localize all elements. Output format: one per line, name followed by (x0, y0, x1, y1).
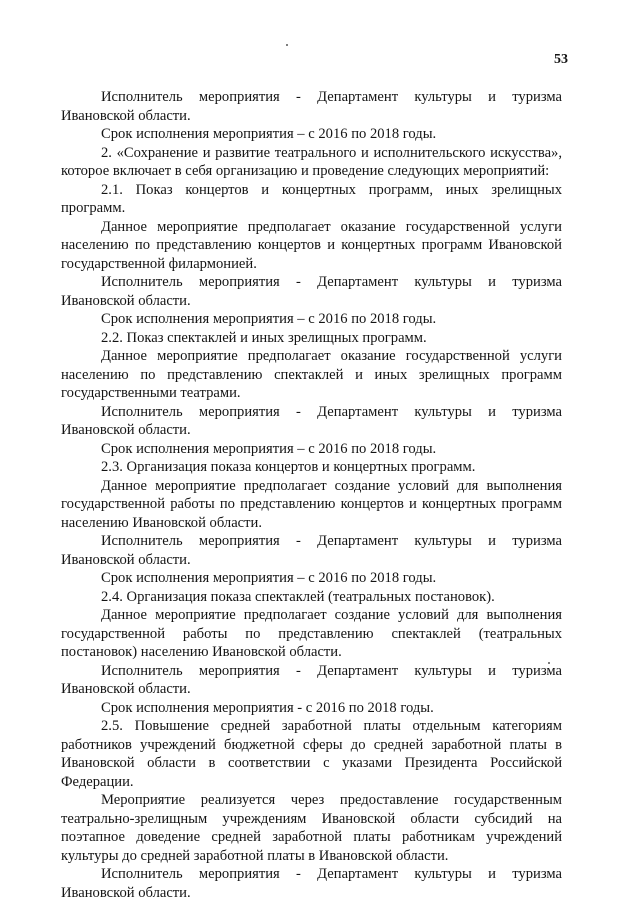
paragraph-executor: Исполнитель мероприятия - Департамент культуры и туризма Ивановской области. (61, 533, 562, 568)
paragraph-executor: Исполнитель мероприятия - Департамент культуры и туризма Ивановской области. (61, 662, 562, 697)
document-body (61, 88, 562, 902)
item-2-4-heading: 2.4. Организация показа спектаклей (театральных постановок). (101, 588, 495, 605)
paragraph-deadline: Срок исполнения мероприятия – с 2016 по 2018 годы. (101, 311, 437, 327)
scan-speck (286, 44, 288, 46)
paragraph-deadline: Срок исполнения мероприятия – с 2016 по 2018 годы. (101, 570, 437, 586)
paragraph-deadline: Срок исполнения мероприятия – с 2016 по 2018 годы. (101, 126, 437, 142)
paragraph-description: Данное мероприятие предполагает создание условий для выполнения государственной работы по представлению концертов и концертных программ населению Ивановской области. (61, 477, 562, 531)
item-2-1-heading: 2.1. Показ концертов и концертных программ, иных зрелищных программ. (61, 181, 562, 216)
paragraph-executor: Исполнитель мероприятия - Департамент культуры и туризма Ивановской области. (61, 89, 562, 124)
section-2-heading: 2. «Сохранение и развитие театрального и исполнительского искусства», которое включает в себя организацию и проведение следующих мероприятий: (61, 144, 562, 179)
page-number: 53 (554, 52, 568, 67)
paragraph-description: Данное мероприятие предполагает создание условий для выполнения государственной работы по представлению спектаклей (театральных постановок) населению Ивановской области. (61, 607, 562, 660)
paragraph-executor: Исполнитель мероприятия - Департамент культуры и туризма Ивановской области. (61, 274, 562, 309)
item-2-5-heading: 2.5. Повышение средней заработной платы отдельным категориям работников учреждений бюджетной сферы до средней заработной платы в Ивановской области в соответствии с указами Президента Российской Федерации. (61, 718, 562, 790)
paragraph-deadline: Срок исполнения мероприятия - с 2016 по 2018 годы. (101, 699, 434, 716)
item-2-3-heading: 2.3. Организация показа концертов и концертных программ. (101, 459, 476, 475)
paragraph-deadline: Срок исполнения мероприятия – с 2016 по 2018 годы. (101, 440, 437, 457)
paragraph-executor: Исполнитель мероприятия - Департамент культуры и туризма Ивановской области. (61, 866, 562, 901)
paragraph-description: Данное мероприятие предполагает оказание государственной услуги населению по представлению концертов и концертных программ Ивановской государственной филармонией. (61, 218, 562, 272)
paragraph-description: Мероприятие реализуется через предоставление государственным театрально-зрелищным учреждениям Ивановской области субсидий на поэтапное доведение средней заработной платы работникам учреждений культуры до средней заработной платы в Ивановской области. (61, 792, 562, 864)
item-2-2-heading: 2.2. Показ спектаклей и иных зрелищных программ. (101, 329, 427, 346)
paragraph-executor: Исполнитель мероприятия - Департамент культуры и туризма Ивановской области. (61, 403, 562, 438)
paragraph-description: Данное мероприятие предполагает оказание государственной услуги населению по представлению спектаклей и иных зрелищных программ государственными театрами. (61, 348, 562, 401)
